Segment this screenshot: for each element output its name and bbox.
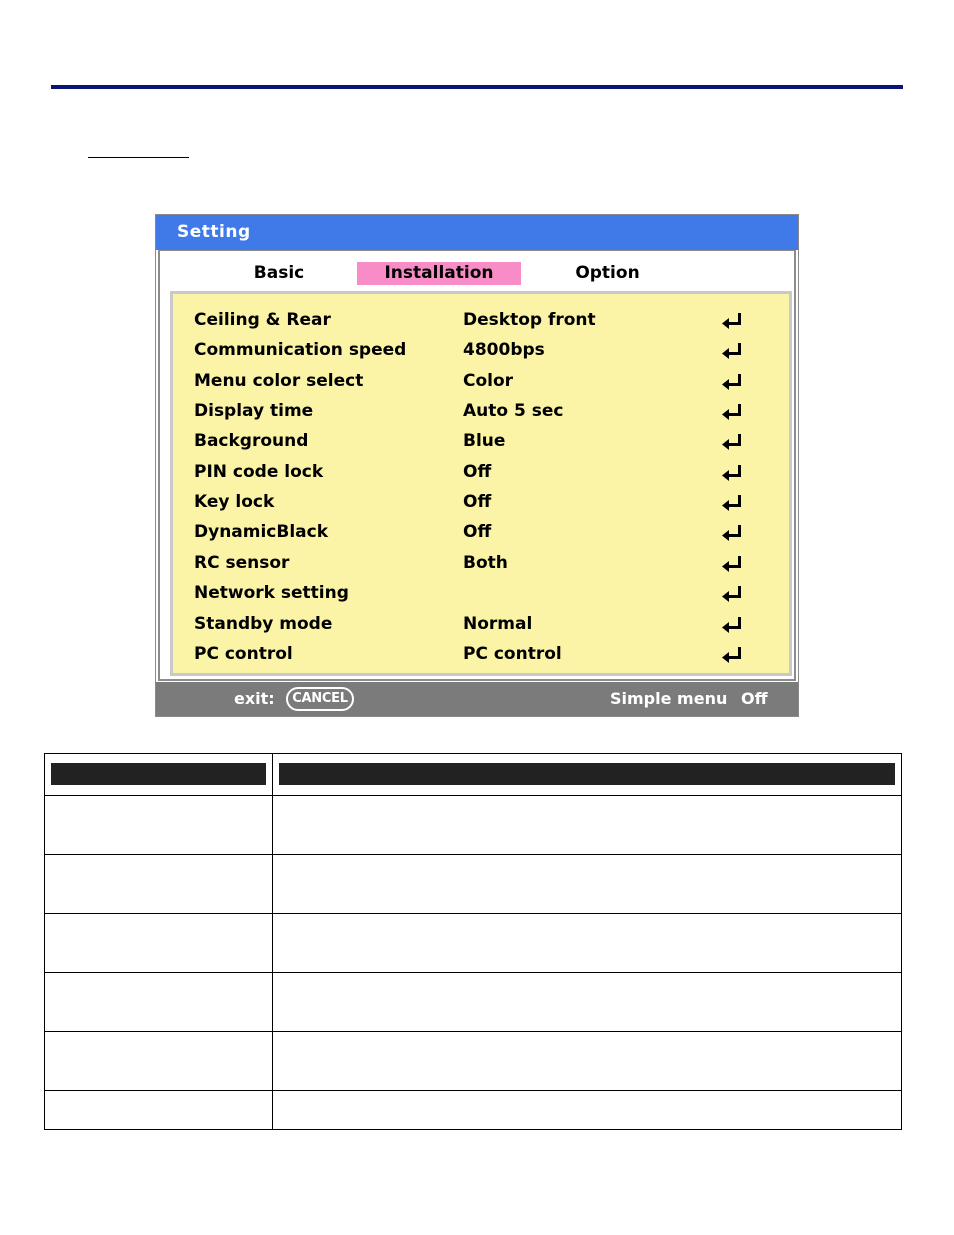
menu-row-value: Blue [463,431,506,452]
menu-row[interactable] [173,578,789,608]
table-row [45,914,902,973]
menu-row-value: Normal [463,613,533,634]
description-table [44,753,902,1130]
menu-row-label: PIN code lock [194,461,324,482]
menu-row-value: Off [463,461,492,482]
table-header-row [45,754,902,796]
menu-footer [156,682,798,716]
menu-row-value: PC control [463,643,562,664]
enter-return-icon[interactable] [721,312,743,329]
menu-row-label: PC control [194,643,293,664]
table-header-item [45,754,273,796]
menu-row-label: Ceiling & Rear [194,310,331,330]
menu-row-label: Standby mode [194,613,333,634]
menu-row[interactable] [173,426,789,456]
menu-title: Setting [156,215,798,250]
tab-installation[interactable]: Installation [357,262,521,285]
menu-row-label: DynamicBlack [194,522,329,543]
cancel-button[interactable]: CANCEL [286,687,354,711]
menu-row-value: Auto 5 sec [463,401,564,422]
enter-return-icon[interactable] [721,433,743,450]
menu-row-label: Key lock [194,492,275,513]
menu-frame [158,250,796,681]
enter-return-icon[interactable] [721,342,743,359]
simple-menu-label: Simple menu [610,689,728,708]
menu-row-value: 4800bps [463,340,545,361]
enter-return-icon[interactable] [721,585,743,602]
page-top-rule [51,85,903,89]
menu-row-label: Network setting [194,583,349,604]
exit-label: exit: [234,689,275,708]
enter-return-icon[interactable] [721,464,743,481]
menu-row[interactable] [173,639,789,669]
tab-basic[interactable]: Basic [253,263,305,283]
table-row [45,855,902,914]
table-row [45,1091,902,1130]
menu-row-label: RC sensor [194,552,290,573]
menu-row-label: Background [194,431,309,452]
menu-row-label: Display time [194,401,314,422]
menu-row-value: Both [463,552,508,573]
menu-row-value: Off [463,492,492,513]
enter-return-icon[interactable] [721,524,743,541]
menu-row[interactable] [173,609,789,639]
menu-row[interactable] [173,335,789,365]
menu-row-value: Desktop front [463,310,596,330]
menu-row-label: Communication speed [194,340,407,361]
enter-return-icon[interactable] [721,403,743,420]
menu-row-label: Menu color select [194,370,364,391]
menu-row[interactable] [173,396,789,426]
enter-return-icon[interactable] [721,494,743,511]
setting-menu-window [155,214,799,717]
menu-row[interactable] [173,305,789,335]
table-row [45,796,902,855]
simple-menu-value[interactable]: Off [741,689,768,708]
menu-row[interactable] [173,487,789,517]
menu-row-value: Off [463,522,492,543]
table-row [45,973,902,1032]
menu-row[interactable] [173,457,789,487]
table-row [45,1032,902,1091]
table-header-description [273,754,902,796]
installation-settings-panel [170,291,792,676]
enter-return-icon[interactable] [721,616,743,633]
tab-option[interactable]: Option [575,263,640,283]
enter-return-icon[interactable] [721,373,743,390]
enter-return-icon[interactable] [721,646,743,663]
section-heading-underline [88,157,189,158]
menu-row[interactable] [173,548,789,578]
menu-row-value: Color [463,370,514,391]
enter-return-icon[interactable] [721,555,743,572]
menu-row[interactable] [173,517,789,547]
menu-row[interactable] [173,366,789,396]
